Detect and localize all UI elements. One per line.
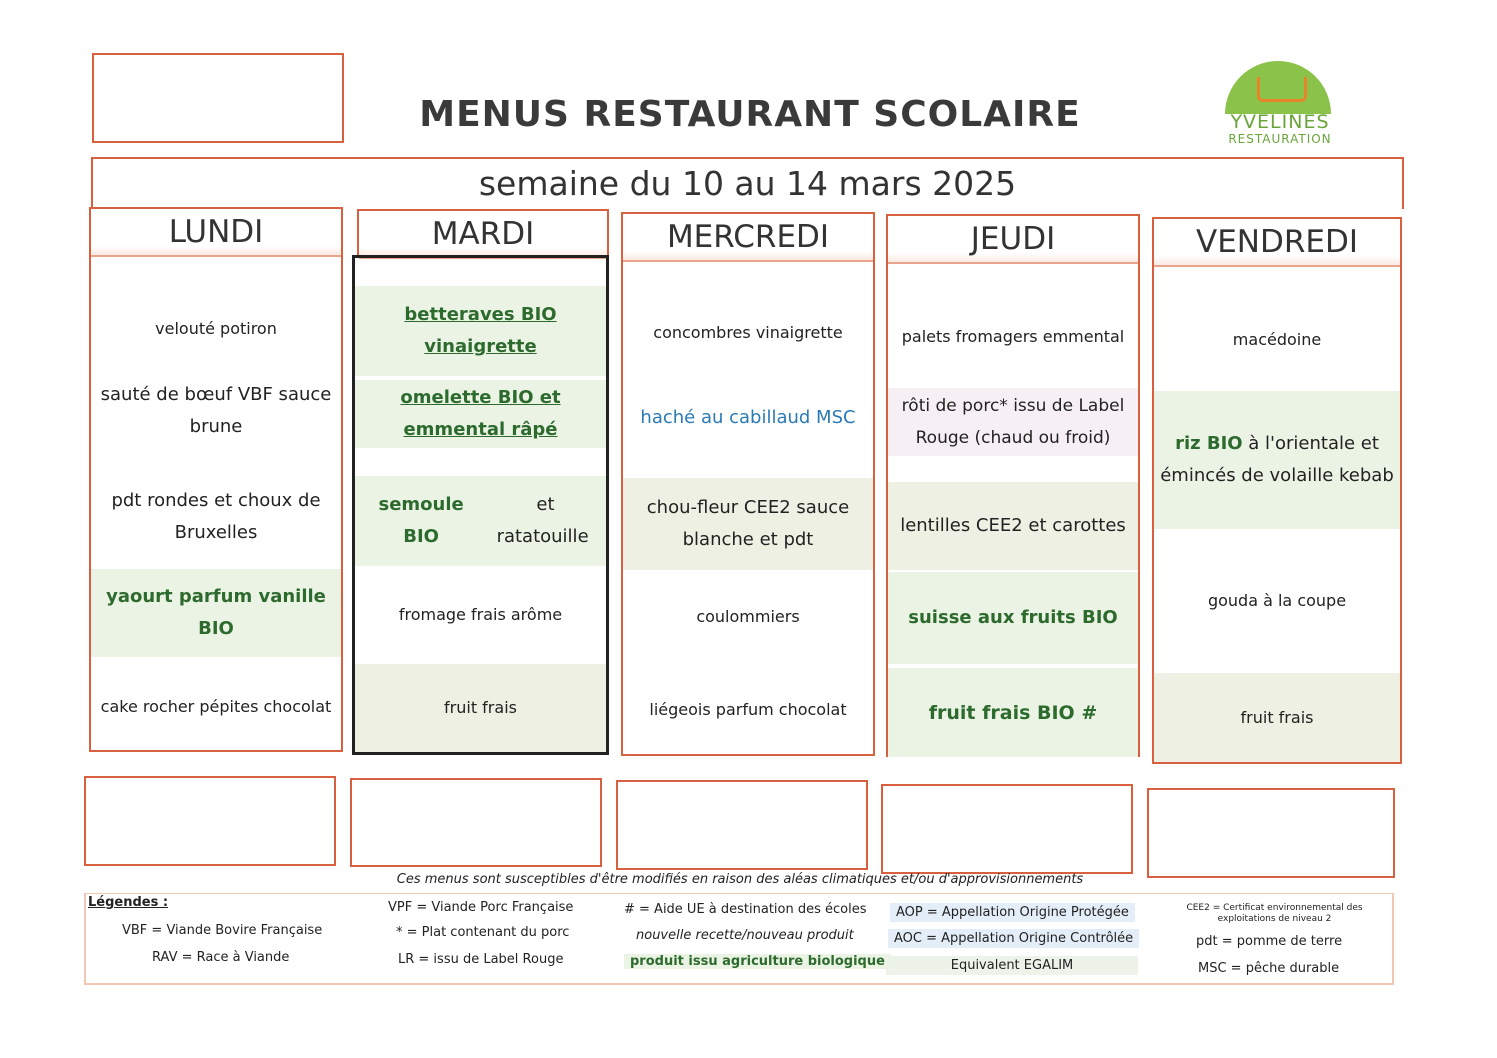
menu-item: fruit frais BIO # <box>888 668 1138 757</box>
empty-note-box <box>1147 788 1395 878</box>
menu-item: palets fromagers emmental <box>901 327 1125 346</box>
menu-item: coulommiers <box>696 607 800 626</box>
page-title: MENUS RESTAURANT SCOLAIRE <box>419 94 1081 135</box>
legend-lr: LR = issu de Label Rouge <box>398 952 564 967</box>
menu-item: lentilles CEE2 et carottes <box>888 482 1138 570</box>
day-header: JEUDI <box>888 216 1138 264</box>
legend-vpf: VPF = Viande Porc Française <box>388 900 574 915</box>
legend-vbf: VBF = Viande Bovire Française <box>122 923 323 938</box>
menu-item: velouté potiron <box>155 319 277 338</box>
week-label: semaine du 10 au 14 mars 2025 <box>478 164 1017 203</box>
legend-box <box>84 893 1394 985</box>
menu-item: omelette BIO et emmental râpé <box>355 380 606 448</box>
menu-item: pdt rondes et choux de Bruxelles <box>111 490 321 543</box>
menu-item: suisse aux fruits BIO <box>888 572 1138 664</box>
empty-note-box <box>84 776 336 866</box>
menu-item: sauté de bœuf VBF sauce brune <box>100 384 332 437</box>
menu-item: semoule BIO et ratatouille <box>355 476 606 566</box>
legend-aoc: AOC = Appellation Origine Contrôlée <box>888 929 1139 948</box>
day-column-mardi-body <box>352 255 609 755</box>
empty-note-box <box>350 778 602 867</box>
day-header: VENDREDI <box>1154 219 1400 267</box>
menu-item: riz BIO à l'orientale et émincés de volaille kebab <box>1154 391 1400 529</box>
legend-cee2: CEE2 = Certificat environnemental des exploitations de niveau 2 <box>1186 903 1363 924</box>
menu-item: fromage frais arôme <box>398 605 563 624</box>
legend-msc: MSC = pêche durable <box>1198 961 1340 976</box>
empty-header-box <box>92 53 344 143</box>
menu-item: gouda à la coupe <box>1207 591 1347 610</box>
day-column-lundi <box>89 207 343 752</box>
menu-item: liégeois parfum chocolat <box>649 700 847 719</box>
legend-porc: * = Plat contenant du porc <box>396 925 570 940</box>
day-column-jeudi <box>886 214 1140 757</box>
logo-line2: RESTAURATION <box>1228 132 1332 146</box>
menu-item: yaourt parfum vanille BIO <box>91 569 341 657</box>
menu-item: macédoine <box>1232 330 1322 349</box>
menu-item: concombres vinaigrette <box>653 323 843 342</box>
menu-item: chou-fleur CEE2 sauce blanche et pdt <box>623 478 873 570</box>
day-column-mardi <box>357 209 609 255</box>
legend-bio: produit issu agriculture biologique <box>624 954 891 969</box>
logo-line1: YVELINES <box>1230 111 1330 133</box>
menu-item: betteraves BIO vinaigrette <box>355 286 606 376</box>
legend-rav: RAV = Race à Viande <box>152 950 290 965</box>
logo-cart-icon <box>1257 77 1307 102</box>
empty-note-box <box>881 784 1133 874</box>
day-header: MERCREDI <box>623 214 873 262</box>
menu-item: haché au cabillaud MSC <box>640 407 856 428</box>
menu-item: rôti de porc* issu de Label Rouge (chaud ou froid) <box>888 388 1138 456</box>
legend-aop: AOP = Appellation Origine Protégée <box>890 903 1135 922</box>
legend-nouveau: nouvelle recette/nouveau produit <box>636 928 854 943</box>
legend-ue: # = Aide UE à destination des écoles <box>624 902 867 917</box>
menu-item: fruit frais <box>1154 673 1400 762</box>
day-column-vendredi <box>1152 217 1402 764</box>
day-header: MARDI <box>359 211 607 259</box>
legend-egalim: Equivalent EGALIM <box>886 956 1138 975</box>
disclaimer-notice: Ces menus sont susceptibles d'être modifiés en raison des aléas climatiques et/ou d'approvisionnements <box>396 872 1084 887</box>
empty-note-box <box>616 780 868 870</box>
yvelines-logo <box>1205 55 1355 150</box>
legend-pdt: pdt = pomme de terre <box>1196 934 1343 949</box>
menu-item: fruit frais <box>355 664 606 752</box>
menu-item: cake rocher pépites chocolat <box>100 697 332 716</box>
legend-heading: Légendes : <box>88 895 169 910</box>
day-column-mercredi <box>621 212 875 756</box>
day-header: LUNDI <box>91 209 341 257</box>
